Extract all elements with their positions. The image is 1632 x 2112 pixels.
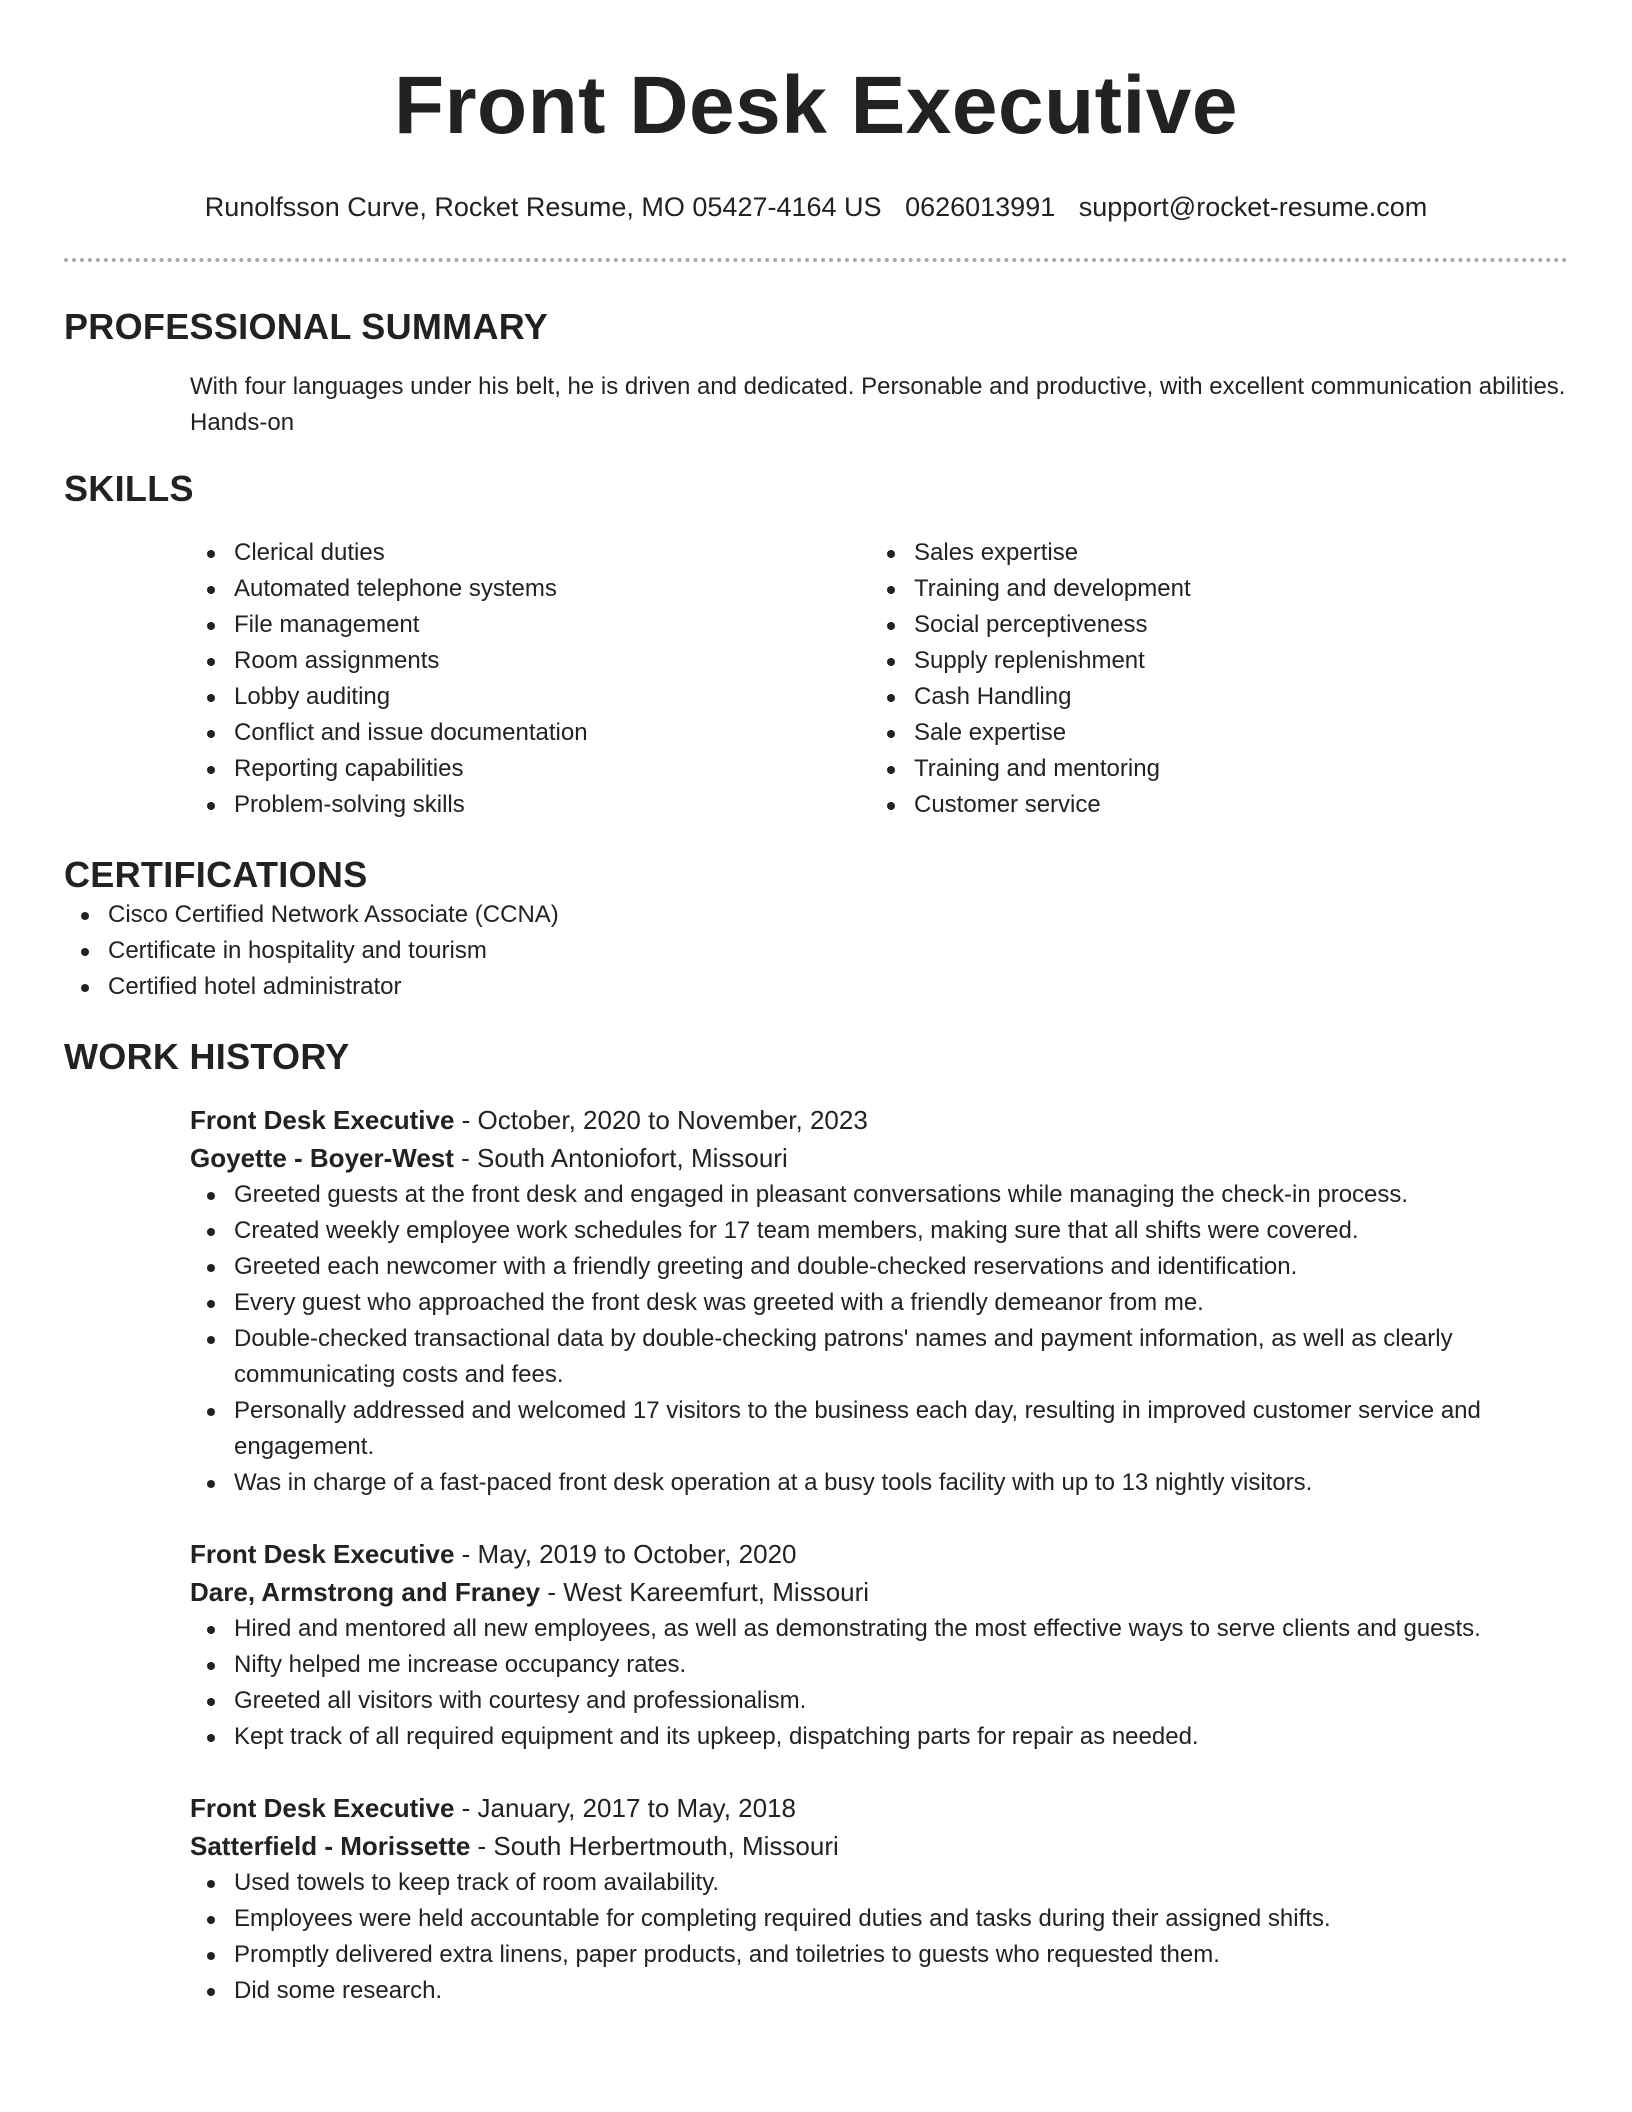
job-duty-item: Used towels to keep track of room availability. [190,1865,1590,1901]
job-duty-item: Nifty helped me increase occupancy rates. [190,1647,1590,1683]
job-role: Front Desk Executive [190,1105,455,1135]
contact-phone: 0626013991 [905,192,1056,222]
contact-line [64,190,1568,224]
skill-item: Customer service [870,787,1550,823]
job-location: - West Kareemfurt, Missouri [540,1577,870,1607]
job-duties-list [190,1611,1590,1755]
job-role-line [190,1535,1568,1573]
certifications-list [64,897,1568,1005]
skills-heading: SKILLS [64,468,194,509]
dotted-divider [64,258,1568,262]
skill-item: File management [190,607,870,643]
job-entry [190,1101,1568,1501]
job-role: Front Desk Executive [190,1539,455,1569]
job-duty-item: Kept track of all required equipment and its upkeep, dispatching parts for repair as needed. [190,1719,1590,1755]
job-duty-item: Was in charge of a fast-paced front desk operation at a busy tools facility with up to 13 nightly visitors. [190,1465,1590,1501]
skills-grid [190,535,1568,823]
job-duty-item: Hired and mentored all new employees, as well as demonstrating the most effective ways to serve clients and guests. [190,1611,1590,1647]
job-duty-item: Created weekly employee work schedules for 17 team members, making sure that all shifts were covered. [190,1213,1590,1249]
job-duty-item: Greeted each newcomer with a friendly greeting and double-checked reservations and identification. [190,1249,1590,1285]
job-duty-item: Greeted all visitors with courtesy and professionalism. [190,1683,1590,1719]
skill-item: Room assignments [190,643,870,679]
skills-list-left [190,535,870,823]
summary-heading: PROFESSIONAL SUMMARY [64,306,549,347]
job-duty-item: Personally addressed and welcomed 17 visitors to the business each day, resulting in improved customer service and engagement. [190,1393,1590,1465]
job-location: - South Herbertmouth, Missouri [470,1831,839,1861]
skill-item: Automated telephone systems [190,571,870,607]
job-role-line [190,1789,1568,1827]
skills-column-right [870,535,1550,823]
job-duty-item: Double-checked transactional data by double-checking patrons' names and payment information, as well as clearly communicating costs and fees. [190,1321,1590,1393]
job-duties-list [190,1865,1590,2009]
skills-list-right [870,535,1550,823]
skill-item: Problem-solving skills [190,787,870,823]
skill-item: Social perceptiveness [870,607,1550,643]
job-duty-item: Did some research. [190,1973,1590,2009]
job-duties-list [190,1177,1590,1501]
job-entry [190,1535,1568,1755]
job-company-line [190,1139,1568,1177]
summary-text: With four languages under his belt, he is driven and dedicated. Personable and productive, with excellent communication abilities. Hands-on [190,373,1566,436]
job-company-line [190,1827,1568,1865]
certifications-heading: CERTIFICATIONS [64,854,368,895]
job-entry [190,1789,1568,2009]
skill-item: Clerical duties [190,535,870,571]
certification-item: Certificate in hospitality and tourism [64,933,1568,969]
skill-item: Reporting capabilities [190,751,870,787]
skill-item: Conflict and issue documentation [190,715,870,751]
skill-item: Training and development [870,571,1550,607]
job-company-line [190,1573,1568,1611]
skills-column-left [190,535,870,823]
job-duty-item: Employees were held accountable for completing required duties and tasks during their assigned shifts. [190,1901,1590,1937]
work-history-heading: WORK HISTORY [64,1036,350,1077]
skill-item: Sales expertise [870,535,1550,571]
job-company: Goyette - Boyer-West [190,1143,454,1173]
skill-item: Lobby auditing [190,679,870,715]
job-role-line [190,1101,1568,1139]
job-location: - South Antoniofort, Missouri [453,1143,788,1173]
skill-item: Sale expertise [870,715,1550,751]
skill-item: Supply replenishment [870,643,1550,679]
job-duty-item: Greeted guests at the front desk and engaged in pleasant conversations while managing the check-in process. [190,1177,1590,1213]
skill-item: Cash Handling [870,679,1550,715]
job-dates: - May, 2019 to October, 2020 [454,1539,797,1569]
job-dates: - October, 2020 to November, 2023 [454,1105,868,1135]
certification-item: Certified hotel administrator [64,969,1568,1005]
job-company: Satterfield - Morissette [190,1831,471,1861]
resume-name-heading: Front Desk Executive [394,60,1238,151]
contact-address: Runolfsson Curve, Rocket Resume, MO 05427-4164 US [204,192,882,222]
job-role: Front Desk Executive [190,1793,455,1823]
contact-email: support@rocket-resume.com [1078,192,1428,222]
job-dates: - January, 2017 to May, 2018 [454,1793,797,1823]
skill-item: Training and mentoring [870,751,1550,787]
job-duty-item: Every guest who approached the front desk was greeted with a friendly demeanor from me. [190,1285,1590,1321]
certification-item: Cisco Certified Network Associate (CCNA) [64,897,1568,933]
job-company: Dare, Armstrong and Franey [190,1577,541,1607]
job-duty-item: Promptly delivered extra linens, paper products, and toiletries to guests who requested them. [190,1937,1590,1973]
